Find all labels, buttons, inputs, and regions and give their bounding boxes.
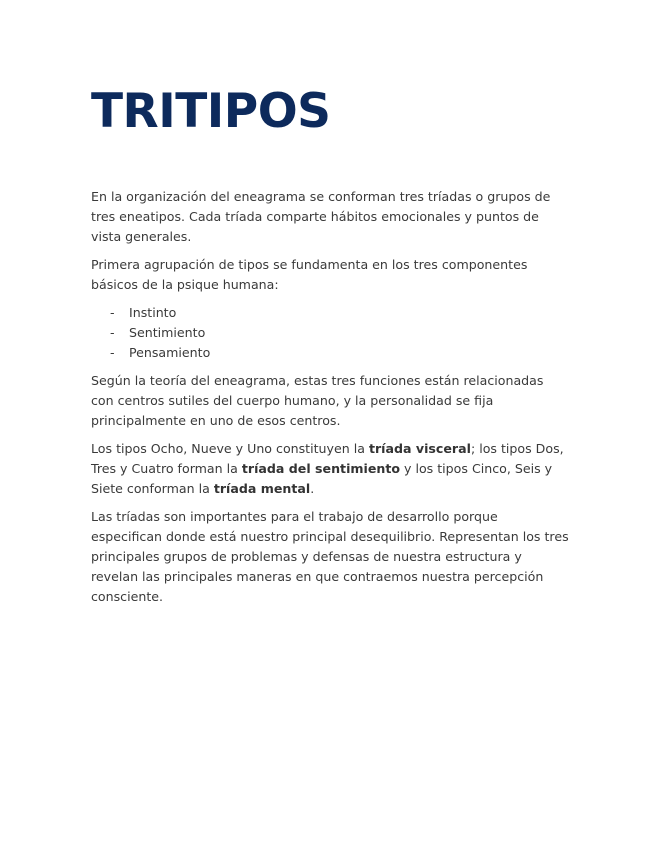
page-title: TRITIPOS bbox=[91, 84, 331, 139]
list-item-label: Sentimiento bbox=[129, 325, 206, 340]
list-item bbox=[91, 303, 569, 323]
feeling-triad-term: tríada del sentimiento bbox=[241, 461, 401, 476]
intro-paragraph: En la organización del eneagrama se conforman tres tríadas o grupos de tres eneatipos. Cada tríada comparte hábitos emocionales y puntos de vista generales. bbox=[91, 189, 551, 244]
list-bullet: - bbox=[110, 345, 115, 360]
triads-text-4: . bbox=[310, 481, 315, 496]
list-item bbox=[91, 343, 569, 363]
visceral-triad-term: tríada visceral bbox=[368, 441, 471, 456]
list-bullet: - bbox=[110, 305, 115, 320]
list-bullet: - bbox=[110, 325, 115, 340]
triads-text-3: y los tipos Cinco, Seis y Siete conforman la bbox=[91, 461, 553, 496]
mental-triad-term: tríada mental bbox=[213, 481, 311, 496]
triads-paragraph bbox=[91, 439, 569, 499]
list-item-label: Pensamiento bbox=[129, 345, 211, 360]
theory-paragraph: Según la teoría del eneagrama, estas tres funciones están relacionadas con centros sutiles del cuerpo humano, y la personalidad se fija principalmente en uno de esos centros. bbox=[91, 373, 544, 428]
triads-text-2: ; los tipos Dos, Tres y Cuatro forman la bbox=[91, 441, 564, 476]
list-item bbox=[91, 323, 569, 343]
document-body bbox=[91, 187, 569, 615]
components-list bbox=[91, 303, 569, 363]
list-item-label: Instinto bbox=[129, 305, 177, 320]
importance-paragraph: Las tríadas son importantes para el trabajo de desarrollo porque especifican donde está nuestro principal desequilibrio. Representan los tres principales grupos de problemas y defensas de nuestra estructura y revelan las principales maneras en que contraemos nuestra percepción consciente. bbox=[91, 509, 569, 604]
triads-text-1: Los tipos Ocho, Nueve y Uno constituyen la bbox=[91, 441, 369, 456]
grouping-paragraph: Primera agrupación de tipos se fundamenta en los tres componentes básicos de la psique humana: bbox=[91, 257, 528, 292]
